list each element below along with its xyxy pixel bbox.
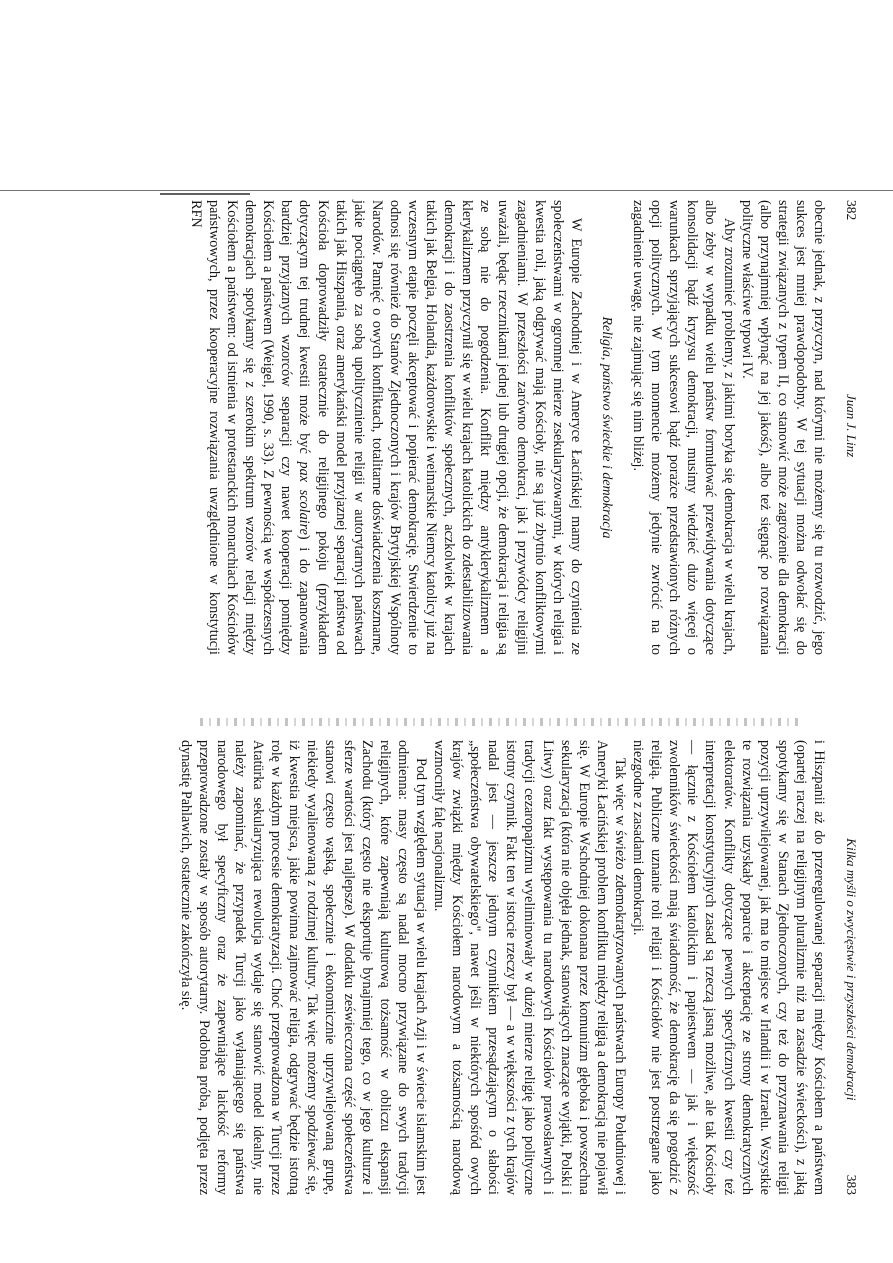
paragraph (187, 200, 585, 655)
italic-term: pax scolaire (296, 461, 313, 535)
paragraph: Pod tym względem sytuacja w wielu krajach Azji i w świecie islamskim jest odmienna: masy często są nadal mocno przywiązane do swych tradycji religijnych, które zapewniają kulturową tożsamość w obliczu ekspansji Zachodu (który często nie eksportuje bynajmniej tego, co w jego kulturze i sferze wartości jest najlepsze). W dodatku zeświecczona część społeczeństwa stanowi często wąską, społecznie i ekonomicznie uprzywilejowaną grupę, niekiedy wyalienowaną z rodzimej kultury. Tak więc możemy spodziewać się, iż kwestia miejsca, jakie powinna zajmować religia, odgrywać będzie istotną rolę w każdym procesie demokratyzacji. Choć przeprowadzona w Turcji przez Atatürka sekularyzująca rewolucja wydaje się stanowić model idealny, nie należy zapominać, że przypadek Turcji jako wyłaniającego się państwa narodowego był specyficzny oraz że zapewniające laickość reformy przeprowadzone zostały w sposób autorytarny. Podobna próba, podjęta przez dynastię Pahlawich, ostatecznie zakończyła się. (177, 740, 429, 1195)
left-page-number: 382 (844, 200, 859, 221)
right-page (177, 740, 860, 1195)
section-heading: Religia, państwo świeckie i demokracja (598, 316, 614, 539)
right-running-title: Kilka myśli o zwycięstwie i przyszłości demokracji (844, 838, 859, 1101)
right-page-number: 383 (844, 1174, 859, 1195)
paragraph: Tak więc w świeżo zdemokratyzowanych państwach Europy Południowej i Ameryki Łacińskiej problem konfliktu między religią a demokracją nie pojawił się. W Europie Wschodniej dokonana przez komunizm głęboka i powszechna sekularyzacja (która nie objęła jednak, stanowiących znaczące wyjątki, Polski i Litwy) oraz fakt występowania tu narodowych Kościołów prawosławnych i tradycji cezaropapizmu wyeliminowały w dużej mierze religię jako polityczne istotny czynnik. Fakt ten w istocie rzeczy był — a w większości z tych krajów nadal jest — jeszcze jednym czynnikiem przesądzającym o słabości „społeczeństwa obywatelskiego", nawet jeśli w niektórych spośród owych krajów związki między Kościołem narodowym a tożsamością narodową wzmocniły falę nacjonalizmu. (431, 740, 628, 1195)
scan-edge-rule (0, 190, 893, 191)
paragraph: i Hiszpanii aż do przeregulowanej separacji między Kościołem a państwem (opartej raczej na religijnym pluralizmie niż na zasadzie świeckości), z jaką spotykamy się w Stanach Zjednoczonych, czy też do przyznawania religii pozycji uprzywilejowanej, jak ma to miejsce w Irlandii i w Izraelu. Wszystkie te rozwiązania uzyskały poparcie i akceptację ze strony demokratycznych elektoratów. Konflikty dotyczące pewnych specyficznych kwestii czy też interpretacji konstytucyjnych zasad są rzeczą jasną możliwe, ale tak Kościoły — łącznie z Kościołem katolickim i papiestwem — jak i większość zwolenników świeckości mają świadomość, że demokrację da się pogodzić z religią. Publiczne uznanie roli religii i Kościołów nie jest postrzegane jako niezgodne z zasadami demokracji. (630, 740, 827, 1195)
left-running-title: Juan J. Linz (844, 394, 859, 458)
scan-edge-mark (160, 193, 250, 195)
paragraph: Aby zrozumieć problemy, z jakimi boryka się demokracja w wielu krajach, albo żeby w wypadku wielu państw formułować przewidywania dotyczące konsolidacji bądź kryzysu demokracji, musimy wiedzieć dużo więcej o warunkach sprzyjających sukcesowi bądź porażce przedstawionych różnych opcji politycznych. W tym momencie możemy jedynie zwrócić na to zagadnienie uwagę, nie zajmując się nim bliżej. (630, 200, 737, 655)
book-gutter (200, 718, 800, 726)
right-running-head (838, 740, 860, 1195)
paragraph-text: ) i do zapanowania bardziej przyjaznych wzorców separacji czy nawet kooperacji pomiędzy Kościołem a państwem (Weigel, 1990, s. 33). Z pewnością we współczesnych demokracjach spotykamy się z szerokim spektrum wzorów relacji między Kościołem a państwem: od istnienia w protestanckich monarchiach Kościołów państwowych, przez kooperacyjne rozwiązania uwzględnione w konstytucji RFN (187, 200, 313, 656)
paragraph-text: W Europie Zachodniej i w Ameryce Łacińskiej mamy do czynienia ze społeczeństwami w ogromnej mierze zsekularyzowanymi, w których religia i kwestia roli, jaką odgrywać mają Kościoły, nie są już zbytnio konfliktowymi zagadnieniami. W przeszłości zarówno demokraci, jak i przywódcy religijni uważali, będąc rzecznikami jednej lub drugiej opcji, że demokracja i religia są ze sobą nie do pogodzenia. Konflikt między antyklerykalizmem a klerykalizmem przyczynił się w wielu krajach katolickich do zdestabilizowania demokracji i do zaostrzenia konfliktów społecznych, aczkolwiek w krajach takich jak Belgia, Holandia, każdorowskie i weimarskie Niemcy katolicy już na wczesnym etapie poczęli akceptować i popierać demokrację. Stwierdzenie to odnosi się również do Stanów Zjednoczonych i krajów Brytyjskiej Wspólnoty Narodów. Pamięć o owych konfliktach, totalitarne doświadczenia koszmarne, jakie pociągnęło za sobą upolitycznienie religii w autorytarnych państwach takich jak Hiszpania, oraz amerykański model przyjaznej separacji państwa od Kościoła doprowadziły ostatecznie do religijnego pokoju (przykładem dotyczącym tej trudnej kwestii może być (296, 200, 584, 655)
paragraph: obecnie jednak, z przyczyn, nad którymi nie możemy się tu rozwodzić, jego sukces jest mniej prawdopodobny. W tej sytuacji można odwołać się do strategii związanych z typem II, co stanowić może zagrożenie dla demokracji (albo przynajmniej wpłynąć na jej jakość), albo też sięgnąć po rozwiązania polityczne właściwe typowi IV. (738, 200, 827, 655)
left-page (187, 200, 860, 656)
left-running-head (838, 200, 860, 655)
